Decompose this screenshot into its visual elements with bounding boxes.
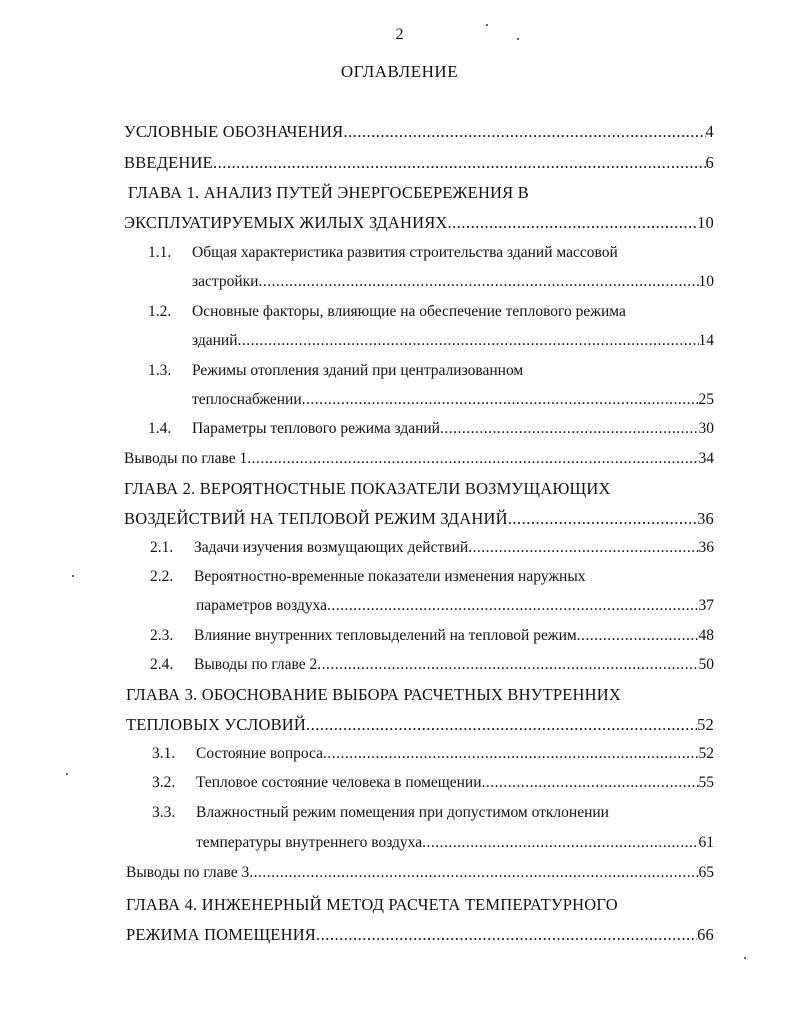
toc-entry-text: Режимы отопления зданий при централизованном: [192, 362, 524, 379]
toc-entry-text: ТЕПЛОВЫХ УСЛОВИЙ: [126, 715, 307, 734]
leader-dots: [327, 597, 698, 615]
toc-entry-text: зданий: [192, 332, 238, 349]
section-number: 3.2.: [152, 774, 176, 791]
leader-dots: [468, 539, 698, 557]
toc-chapter-4: [126, 925, 714, 945]
toc-page-number: 66: [697, 925, 714, 944]
toc-section-2-2-line1: [150, 568, 585, 586]
toc-entry-text: застройки: [192, 273, 259, 290]
toc-section-1-3-line1: [148, 362, 523, 380]
toc-section-2-3: [150, 627, 714, 645]
toc-page-number: 4: [705, 122, 714, 141]
section-number: 1.4.: [148, 420, 172, 437]
leader-dots: [238, 332, 699, 350]
toc-section-1-1-line1: [148, 244, 618, 262]
toc-entry-text: Вероятностно-временные показатели изменения наружных: [194, 568, 586, 585]
section-number: 2.4.: [150, 656, 174, 673]
toc-page-number: 55: [698, 774, 714, 791]
leader-dots: [258, 273, 698, 291]
leader-dots: [316, 925, 697, 945]
scan-speck: [486, 24, 488, 26]
leader-dots: [422, 834, 698, 852]
section-number: 3.3.: [152, 804, 176, 821]
leader-dots: [482, 774, 699, 792]
toc-page-number: 61: [698, 834, 714, 851]
toc-entry-text: Тепловое состояние человека в помещении: [196, 774, 482, 791]
leader-dots: [249, 864, 698, 882]
toc-conclusions-3: [126, 864, 714, 882]
leader-dots: [213, 153, 706, 173]
toc-entry-text: ЭКСПЛУАТИРУЕМЫХ ЖИЛЫХ ЗДАНИЯХ: [124, 213, 448, 232]
toc-entry-text: параметров воздуха: [196, 597, 328, 614]
toc-entry-text: ВВЕДЕНИЕ: [124, 153, 213, 172]
toc-chapter-4-line1: ГЛАВА 4. ИНЖЕНЕРНЫЙ МЕТОД РАСЧЕТА ТЕМПЕРАТУРНОГО: [126, 895, 618, 914]
toc-entry-text: ВОЗДЕЙСТВИЙ НА ТЕПЛОВОЙ РЕЖИМ ЗДАНИЙ: [124, 509, 508, 528]
toc-entry-intro: [124, 153, 714, 173]
scan-speck: [66, 773, 68, 775]
toc-chapter-2: [124, 509, 714, 529]
toc-section-1-4: [148, 420, 714, 438]
toc-conclusions-1: [124, 450, 714, 468]
toc-entry-text: Параметры теплового режима зданий: [192, 420, 440, 437]
toc-entry-symbols: [124, 122, 714, 142]
leader-dots: [577, 627, 699, 645]
toc-page-number: 34: [698, 450, 714, 467]
toc-page-number: 10: [697, 213, 714, 232]
section-number: 1.2.: [148, 303, 172, 320]
leader-dots: [508, 509, 697, 529]
toc-entry-text: Выводы по главе 3: [126, 864, 250, 881]
toc-section-2-2: [196, 597, 714, 615]
leader-dots: [343, 122, 705, 142]
toc-entry-text: Влияние внутренних тепловыделений на тепловой режим: [194, 627, 577, 644]
toc-entry-text: Общая характеристика развития строительства зданий массовой: [192, 244, 618, 261]
page-number: 2: [395, 26, 404, 43]
leader-dots: [323, 745, 699, 763]
leader-dots: [440, 420, 699, 438]
section-number: 2.3.: [150, 627, 174, 644]
toc-section-3-1: [152, 745, 714, 763]
toc-section-3-3-line1: [152, 804, 609, 822]
section-number: 2.1.: [150, 539, 174, 556]
section-number: 3.1.: [152, 745, 176, 762]
section-number: 2.2.: [150, 568, 174, 585]
toc-section-1-2-line1: [148, 303, 626, 321]
scan-speck: [72, 575, 74, 577]
toc-page-number: 37: [698, 597, 714, 614]
toc-page-number: 10: [698, 273, 714, 290]
toc-entry-text: температуры внутреннего воздуха: [196, 834, 423, 851]
toc-page-number: 25: [698, 391, 714, 408]
toc-section-1-3: [192, 391, 714, 409]
toc-section-3-2: [152, 774, 714, 792]
toc-entry-text: Основные факторы, влияющие на обеспечение теплового режима: [192, 303, 626, 320]
toc-page-number: 52: [697, 715, 714, 734]
toc-entry-text: РЕЖИМА ПОМЕЩЕНИЯ: [126, 925, 317, 944]
toc-page-number: 6: [705, 153, 714, 172]
toc-chapter-3-line1: ГЛАВА 3. ОБОСНОВАНИЕ ВЫБОРА РАСЧЕТНЫХ ВНУТРЕННИХ: [126, 685, 622, 704]
leader-dots: [448, 213, 698, 233]
toc-entry-text: Влажностный режим помещения при допустимом отклонении: [196, 804, 609, 821]
scan-speck: [517, 38, 519, 40]
toc-entry-text: Выводы по главе 1: [124, 450, 248, 467]
scan-speck: [744, 957, 746, 959]
toc-entry-text: УСЛОВНЫЕ ОБОЗНАЧЕНИЯ: [124, 122, 344, 141]
toc-page-number: 36: [697, 509, 714, 528]
page-title: ОГЛАВЛЕНИЕ: [340, 62, 459, 81]
toc-entry-text: Состояние вопроса: [196, 745, 323, 762]
leader-dots: [302, 391, 699, 409]
toc-section-1-2: [192, 332, 714, 350]
toc-chapter-1: [124, 213, 714, 233]
toc-page-number: 36: [698, 539, 714, 556]
toc-page-number: 14: [698, 332, 714, 349]
leader-dots: [247, 450, 698, 468]
toc-section-1-1: [192, 273, 714, 291]
toc-page-number: 65: [698, 864, 714, 881]
leader-dots: [306, 715, 697, 735]
toc-section-2-4: [150, 656, 714, 674]
section-number: 1.1.: [148, 244, 172, 261]
toc-page-number: 48: [698, 627, 714, 644]
toc-entry-text: Выводы по главе 2: [194, 656, 318, 673]
toc-chapter-1-line1: ГЛАВА 1. АНАЛИЗ ПУТЕЙ ЭНЕРГОСБЕРЕЖЕНИЯ В: [128, 183, 529, 202]
toc-chapter-3: [126, 715, 714, 735]
toc-section-2-1: [150, 539, 714, 557]
section-number: 1.3.: [148, 362, 172, 379]
toc-entry-text: теплоснабжении: [192, 391, 302, 408]
toc-page-number: 30: [698, 420, 714, 437]
toc-entry-text: Задачи изучения возмущающих действий: [194, 539, 469, 556]
toc-chapter-2-line1: ГЛАВА 2. ВЕРОЯТНОСТНЫЕ ПОКАЗАТЕЛИ ВОЗМУЩАЮЩИХ: [124, 479, 611, 498]
toc-page-number: 50: [698, 656, 714, 673]
leader-dots: [317, 656, 698, 674]
toc-page-number: 52: [698, 745, 714, 762]
toc-section-3-3: [196, 834, 714, 852]
